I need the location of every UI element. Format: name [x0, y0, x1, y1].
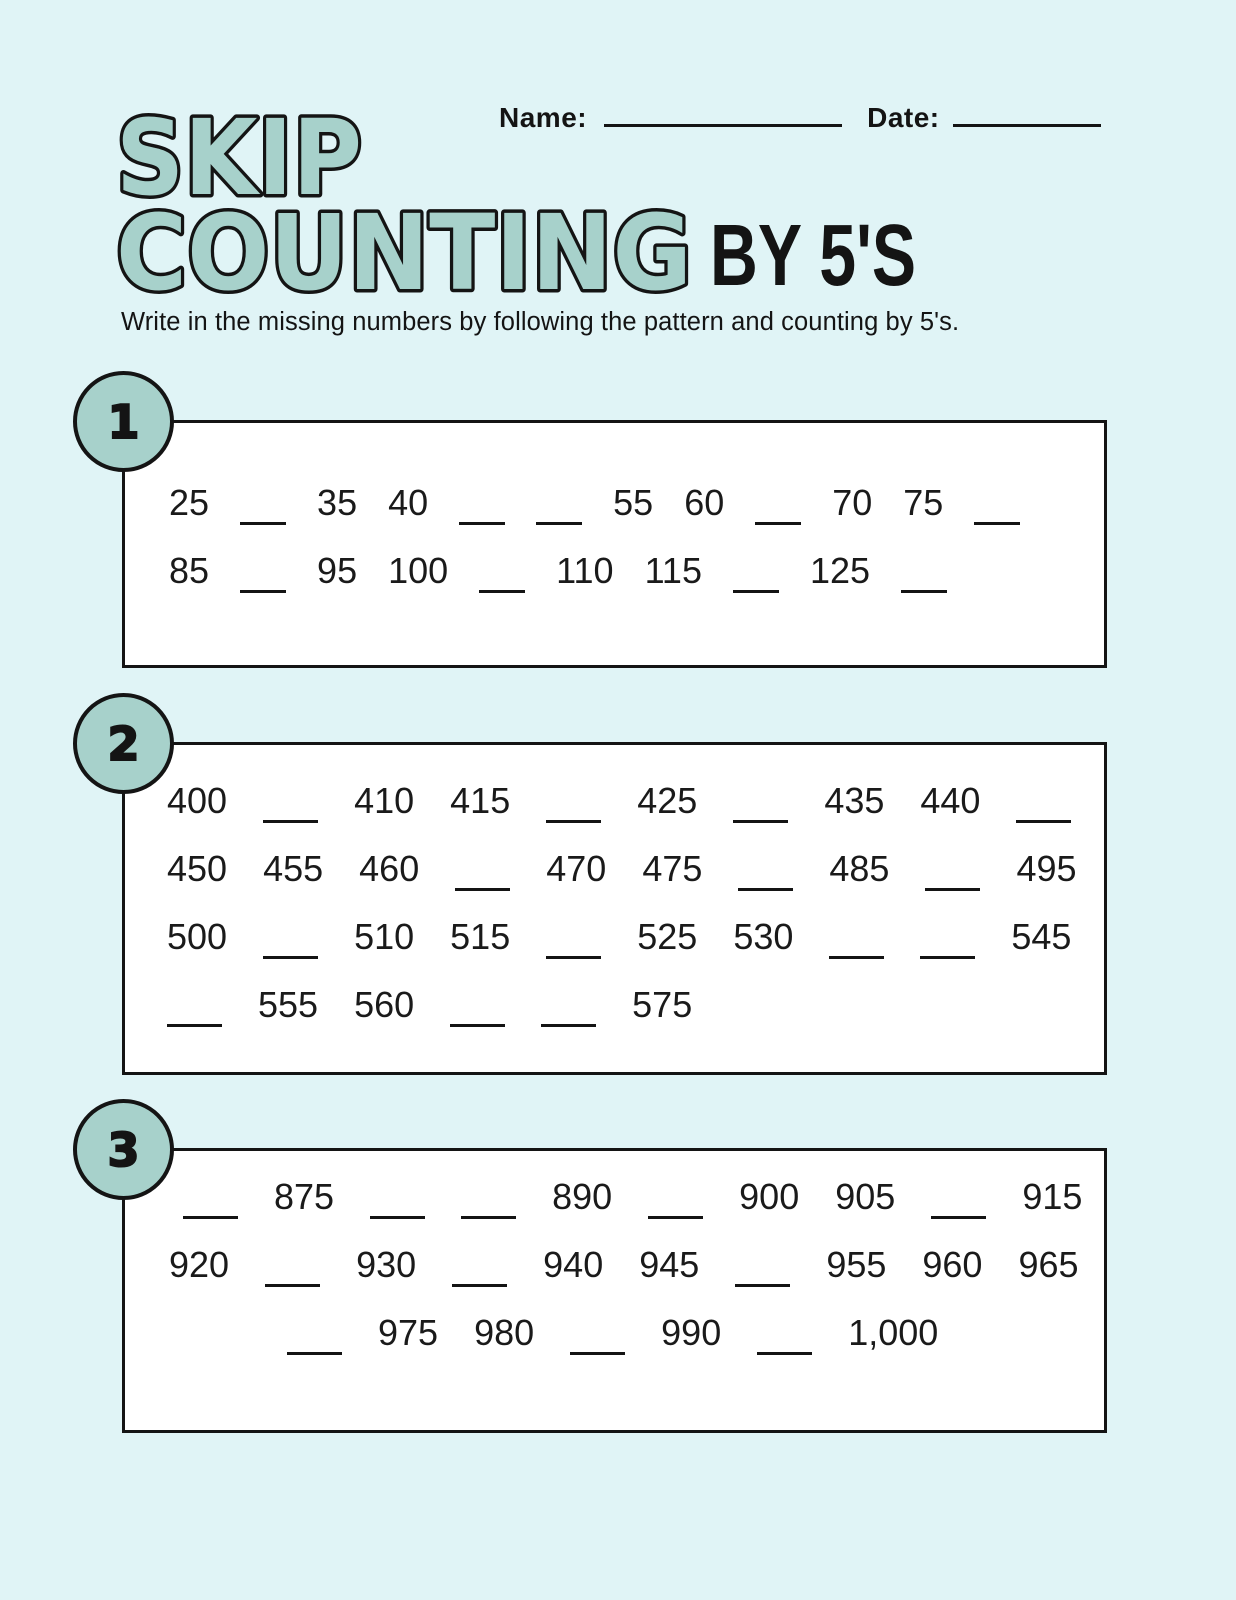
number-value: 900 — [739, 1176, 800, 1217]
worksheet-title — [112, 110, 1122, 305]
number-value: 85 — [169, 550, 210, 591]
number-value: 485 — [829, 848, 890, 889]
blank-field[interactable] — [536, 496, 582, 525]
number-value: 575 — [632, 984, 693, 1025]
number-row — [169, 537, 1104, 605]
title-suffix: BY 5'S — [710, 207, 916, 304]
number-value: 425 — [637, 780, 698, 821]
blank-field[interactable] — [461, 1190, 516, 1219]
number-value: 960 — [922, 1244, 983, 1285]
section-rows — [169, 469, 1104, 605]
blank-field[interactable] — [546, 930, 601, 959]
blank-field[interactable] — [265, 1258, 320, 1287]
number-value: 60 — [684, 482, 725, 523]
number-row — [167, 903, 1104, 971]
number-value: 965 — [1018, 1244, 1079, 1285]
section-number: 2 — [107, 716, 140, 771]
number-value: 95 — [317, 550, 358, 591]
number-value: 35 — [317, 482, 358, 523]
problem-box — [107, 716, 1107, 1075]
blank-field[interactable] — [1016, 794, 1071, 823]
number-row — [167, 767, 1104, 835]
number-value: 875 — [274, 1176, 335, 1217]
number-value: 945 — [639, 1244, 700, 1285]
blank-field[interactable] — [648, 1190, 703, 1219]
section-rows — [167, 767, 1104, 1039]
blank-field[interactable] — [757, 1326, 812, 1355]
blank-field[interactable] — [287, 1326, 342, 1355]
number-value: 400 — [167, 780, 228, 821]
number-value: 455 — [263, 848, 324, 889]
number-value: 560 — [354, 984, 415, 1025]
number-value: 115 — [644, 550, 702, 591]
blank-field[interactable] — [240, 564, 286, 593]
blank-field[interactable] — [546, 794, 601, 823]
number-value: 500 — [167, 916, 228, 957]
blank-field[interactable] — [733, 794, 788, 823]
blank-field[interactable] — [901, 564, 947, 593]
title-line-2: COUNTING — [116, 192, 692, 305]
blank-field[interactable] — [755, 496, 801, 525]
number-value: 415 — [450, 780, 511, 821]
blank-field[interactable] — [370, 1190, 425, 1219]
blank-field[interactable] — [733, 564, 779, 593]
number-value: 55 — [613, 482, 654, 523]
blank-field[interactable] — [570, 1326, 625, 1355]
blank-field[interactable] — [829, 930, 884, 959]
number-value: 435 — [824, 780, 885, 821]
number-value: 955 — [826, 1244, 887, 1285]
blank-field[interactable] — [450, 998, 505, 1027]
number-value: 890 — [552, 1176, 613, 1217]
number-value: 555 — [258, 984, 319, 1025]
number-value: 990 — [661, 1312, 722, 1353]
problem-box — [107, 394, 1107, 668]
section-number-badge — [73, 693, 174, 794]
number-value: 70 — [832, 482, 873, 523]
blank-field[interactable] — [167, 998, 222, 1027]
number-value: 495 — [1016, 848, 1077, 889]
number-value: 905 — [835, 1176, 896, 1217]
blank-field[interactable] — [541, 998, 596, 1027]
number-value: 525 — [637, 916, 698, 957]
blank-field[interactable] — [735, 1258, 790, 1287]
number-value: 410 — [354, 780, 415, 821]
number-value: 545 — [1011, 916, 1072, 957]
number-row — [167, 835, 1104, 903]
number-value: 110 — [556, 550, 614, 591]
blank-field[interactable] — [455, 862, 510, 891]
title-line-1: SKIP — [116, 110, 362, 219]
section-number: 3 — [107, 1122, 140, 1177]
name-label: Name: — [499, 102, 588, 133]
number-value: 25 — [169, 482, 210, 523]
section-rows — [169, 1163, 1104, 1367]
blank-field[interactable] — [459, 496, 505, 525]
number-value: 530 — [733, 916, 794, 957]
number-value: 475 — [642, 848, 703, 889]
blank-field[interactable] — [931, 1190, 986, 1219]
number-value: 980 — [474, 1312, 535, 1353]
number-value: 930 — [356, 1244, 417, 1285]
number-row — [169, 1163, 1104, 1231]
blank-field[interactable] — [974, 496, 1020, 525]
blank-field[interactable] — [263, 794, 318, 823]
blank-field[interactable] — [263, 930, 318, 959]
blank-field[interactable] — [183, 1190, 238, 1219]
date-label: Date: — [867, 102, 940, 133]
blank-field[interactable] — [925, 862, 980, 891]
number-value: 920 — [169, 1244, 230, 1285]
number-value: 515 — [450, 916, 511, 957]
number-row — [169, 1231, 1104, 1299]
blank-field[interactable] — [479, 564, 525, 593]
section-number-badge — [73, 371, 174, 472]
number-value: 460 — [359, 848, 420, 889]
number-row — [169, 1299, 1104, 1367]
number-value: 510 — [354, 916, 415, 957]
blank-field[interactable] — [452, 1258, 507, 1287]
instruction-text: Write in the missing numbers by following the pattern and counting by 5's. — [121, 308, 960, 336]
number-value: 440 — [920, 780, 981, 821]
number-value: 125 — [809, 550, 871, 591]
blank-field[interactable] — [240, 496, 286, 525]
problem-box — [107, 1122, 1107, 1433]
section-number: 1 — [107, 394, 140, 449]
number-value: 75 — [903, 482, 944, 523]
number-value: 40 — [388, 482, 429, 523]
blank-field[interactable] — [738, 862, 793, 891]
number-value: 470 — [546, 848, 607, 889]
number-value: 975 — [378, 1312, 439, 1353]
number-row — [167, 971, 1104, 1039]
blank-field[interactable] — [920, 930, 975, 959]
number-value: 100 — [388, 550, 449, 591]
number-value: 915 — [1022, 1176, 1083, 1217]
number-value: 450 — [167, 848, 228, 889]
number-value: 940 — [543, 1244, 604, 1285]
number-value: 1,000 — [848, 1312, 939, 1353]
number-row — [169, 469, 1104, 537]
section-number-badge — [73, 1099, 174, 1200]
